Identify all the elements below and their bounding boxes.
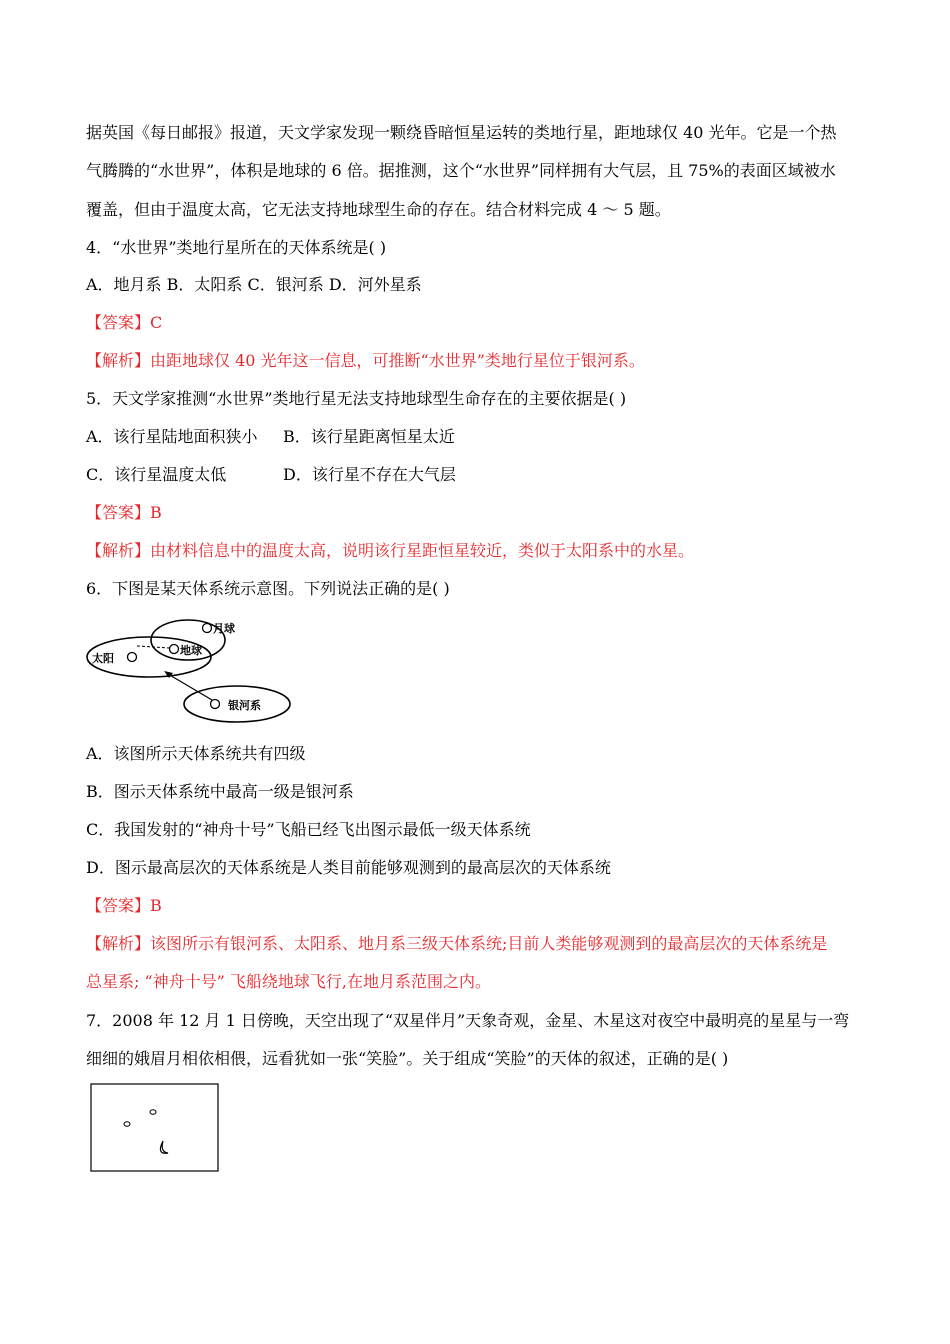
earth-label: 地球 bbox=[180, 644, 202, 657]
earth-icon bbox=[170, 645, 179, 654]
q6-choice-d: D．图示最高层次的天体系统是人类目前能够观测到的最高层次的天体系统 bbox=[86, 858, 611, 877]
galaxy-label: 银河系 bbox=[228, 699, 261, 712]
sun-icon bbox=[128, 653, 137, 662]
q7-stem-line-1: 7．2008 年 12 月 1 日傍晚，天空出现了“双星伴月”天象奇观，金星、木星这对夜空中最明亮的星星与一弯 bbox=[86, 1011, 850, 1030]
galaxy-icon bbox=[211, 700, 220, 709]
q5-stem: 5．天文学家推测“水世界”类地行星无法支持地球型生命存在的主要依据是( ) bbox=[86, 389, 627, 408]
smiley-sky-diagram bbox=[90, 1083, 220, 1173]
passage-line-3: 覆盖，但由于温度太高，它无法支持地球型生命的存在。结合材料完成 4 ～ 5 题。 bbox=[86, 200, 671, 219]
passage-line-2: 气腾腾的“水世界”，体积是地球的 6 倍。据推测，这个“水世界”同样拥有大气层，且 75%的表面区域被水 bbox=[86, 161, 836, 180]
q4-analysis: 【解析】由距地球仅 40 光年这一信息，可推断“水世界”类地行星位于银河系。 bbox=[86, 351, 645, 370]
q6-choice-a: A．该图所示天体系统共有四级 bbox=[86, 744, 306, 763]
sun-label: 太阳 bbox=[92, 652, 114, 665]
moon-icon bbox=[203, 624, 212, 633]
q6-choice-b: B．图示天体系统中最高一级是银河系 bbox=[86, 782, 354, 801]
q5-choice-a: A．该行星陆地面积狭小 bbox=[86, 427, 258, 446]
q5-analysis: 【解析】由材料信息中的温度太高，说明该行星距恒星较近，类似于太阳系中的水星。 bbox=[86, 541, 695, 560]
q5-choice-d: D．该行星不存在大气层 bbox=[283, 465, 456, 484]
q5-answer: 【答案】B bbox=[86, 503, 162, 522]
q5-choice-b: B．该行星距离恒星太近 bbox=[283, 427, 455, 446]
celestial-system-diagram bbox=[80, 612, 300, 724]
q4-choices: A．地月系 B．太阳系 C．银河系 D．河外星系 bbox=[86, 275, 422, 294]
q4-stem: 4．“水世界”类地行星所在的天体系统是( ) bbox=[86, 238, 387, 257]
q6-analysis-line-2: 总星系; “神舟十号” 飞船绕地球飞行,在地月系范围之内。 bbox=[86, 972, 492, 991]
q6-choice-c: C．我国发射的“神舟十号”飞船已经飞出图示最低一级天体系统 bbox=[86, 820, 531, 839]
passage-line-1: 据英国《每日邮报》报道，天文学家发现一颗绕昏暗恒星运转的类地行星，距地球仅 40 光年。它是一个热 bbox=[86, 123, 837, 142]
q6-stem: 6．下图是某天体系统示意图。下列说法正确的是( ) bbox=[86, 579, 450, 598]
q5-choice-c: C．该行星温度太低 bbox=[86, 465, 227, 484]
q6-analysis-line-1: 【解析】该图所示有银河系、太阳系、地月系三级天体系统;目前人类能够观测到的最高层次的天体系统是 bbox=[86, 934, 828, 953]
q7-stem-line-2: 细细的娥眉月相依相偎，远看犹如一张“笑脸”。关于组成“笑脸”的天体的叙述，正确的是( ) bbox=[86, 1049, 729, 1068]
q4-answer: 【答案】C bbox=[86, 313, 163, 332]
q6-answer: 【答案】B bbox=[86, 896, 162, 915]
moon-label: 月球 bbox=[213, 622, 235, 635]
